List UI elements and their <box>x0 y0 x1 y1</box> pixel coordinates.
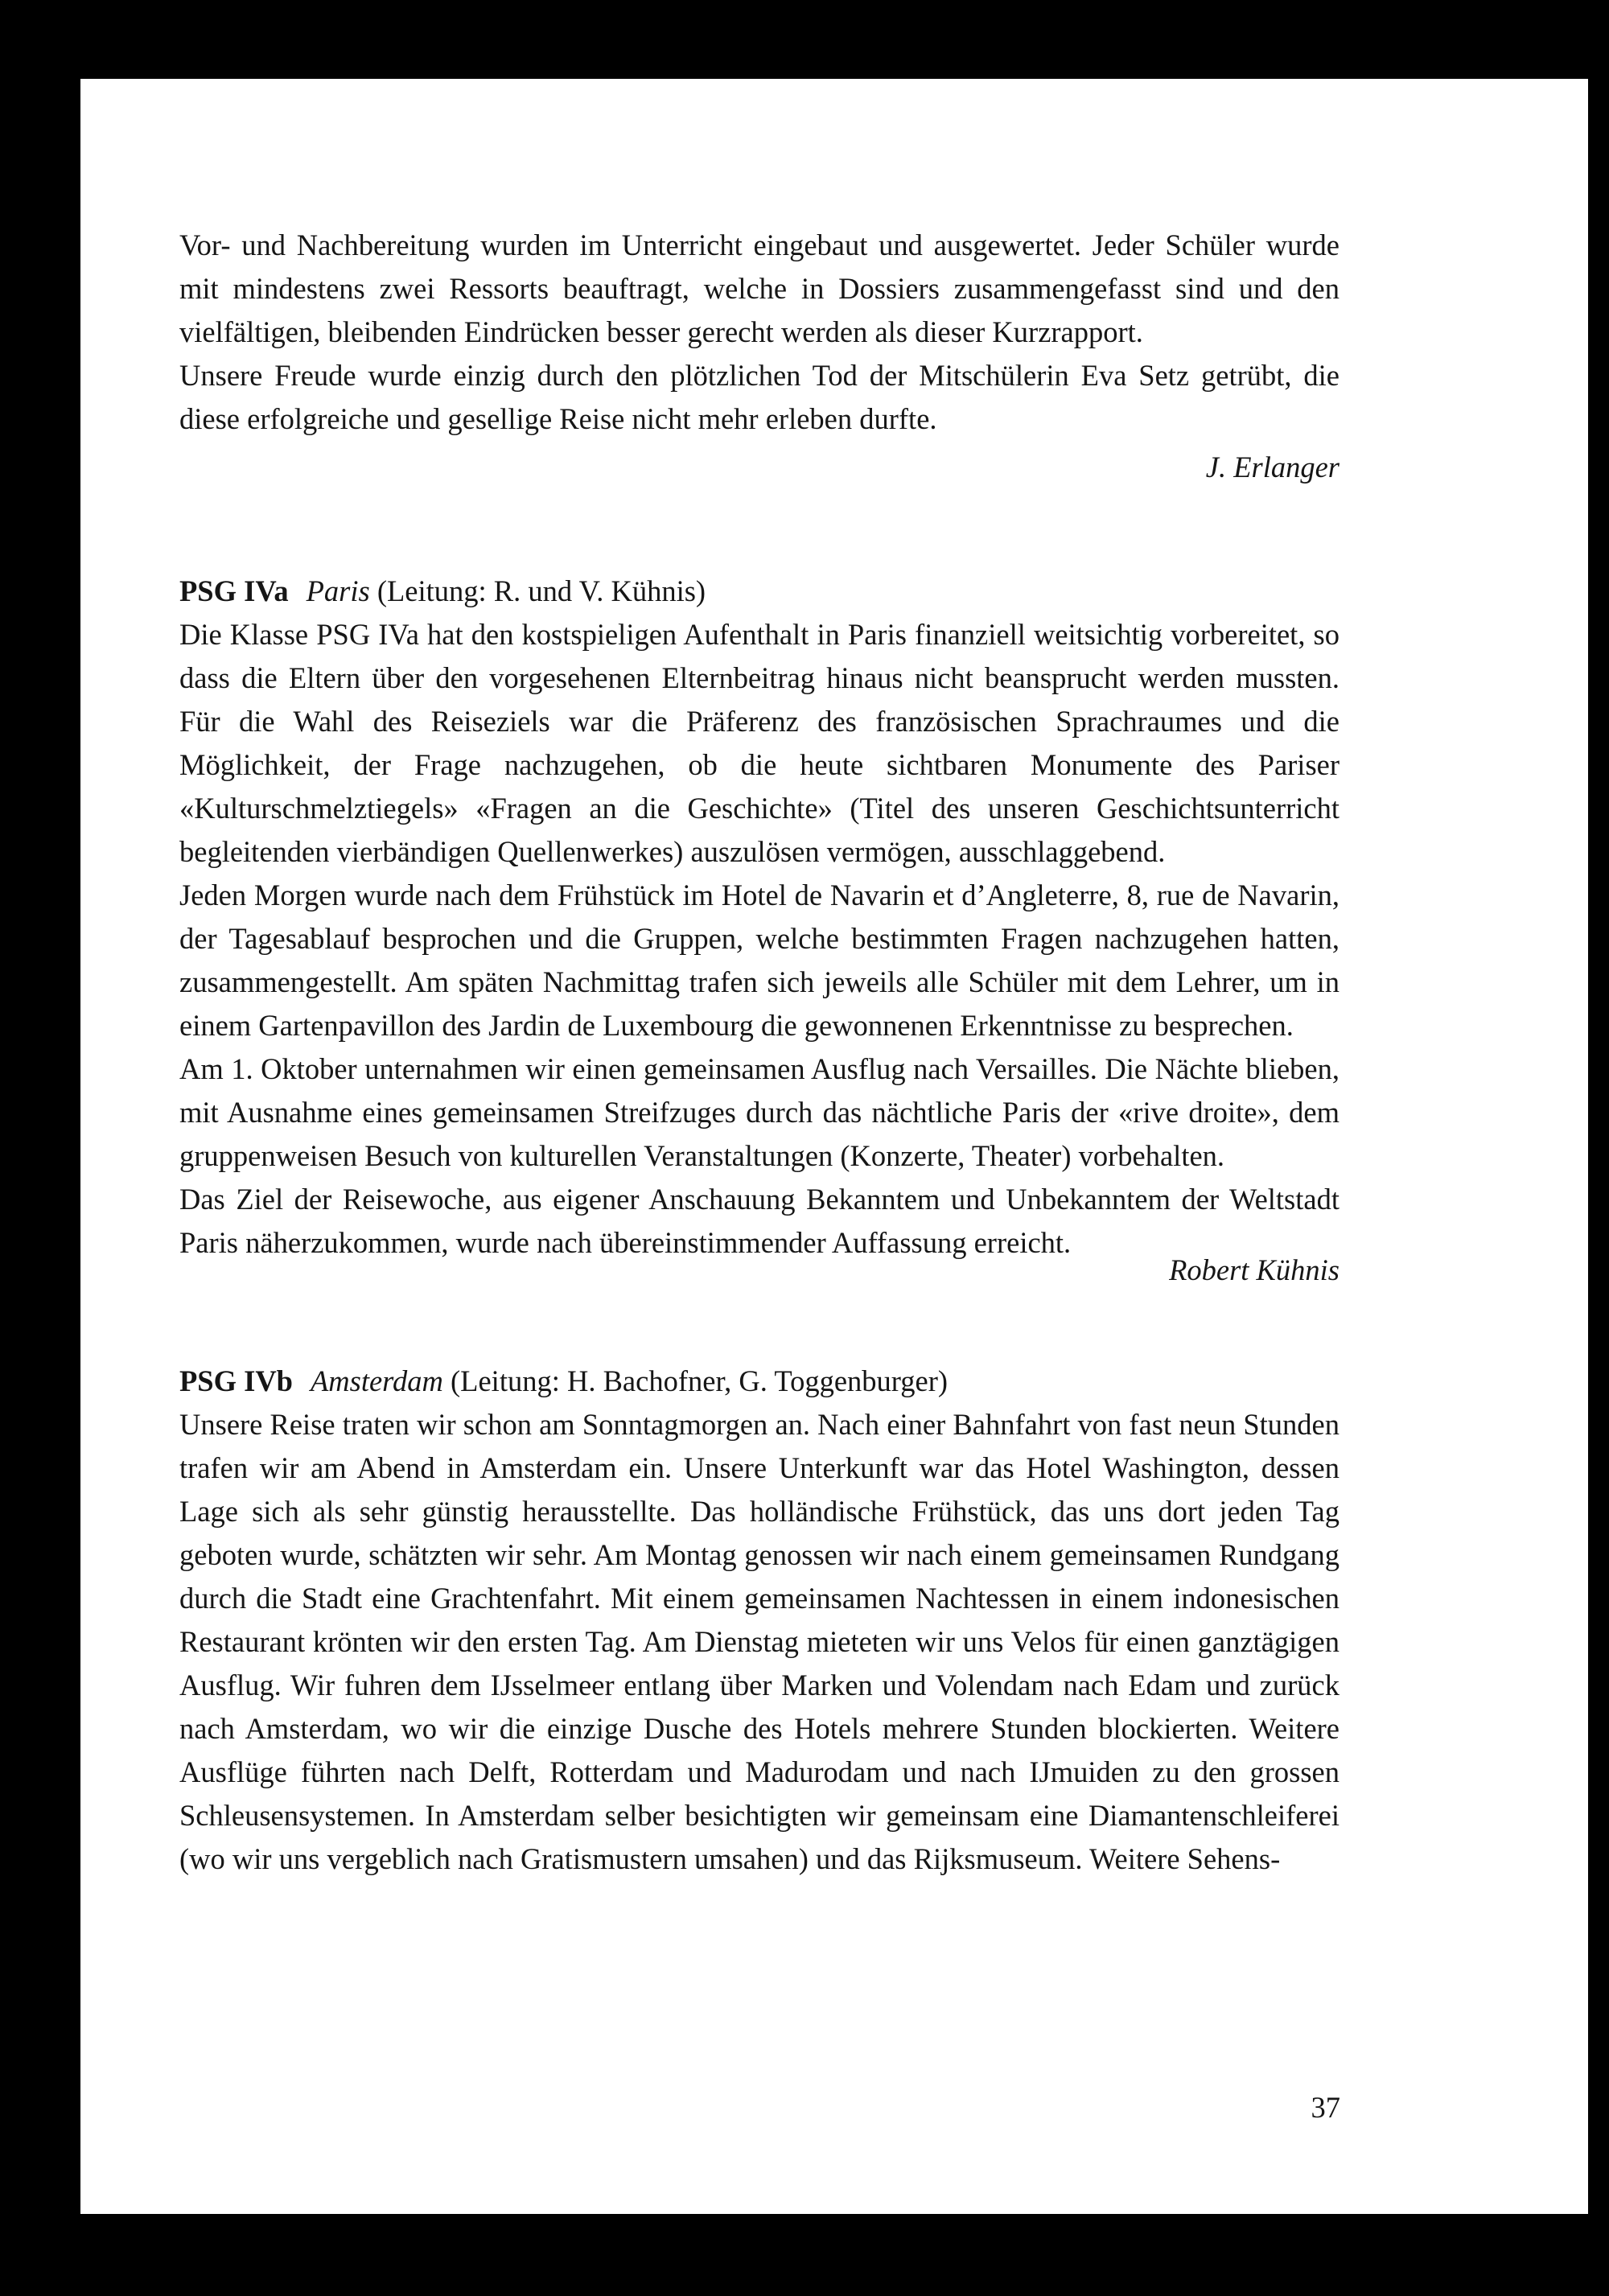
section-heading-amsterdam <box>179 1360 1339 1403</box>
place-label: Paris <box>306 574 370 607</box>
paragraph: Unsere Reise traten wir schon am Sonntagmorgen an. Nach einer Bahnfahrt von fast neun Stunden trafen wir am Abend in Amsterdam ein. Unsere Unterkunft war das Hotel Washington, dessen Lage sich als sehr günstig herausstellte. Das holländische Frühstück, das uns dort jeden Tag geboten wurde, schätzten wir sehr. Am Montag genossen wir nach einem gemeinsamen Rundgang durch die Stadt eine Grachtenfahrt. Mit einem gemeinsamen Nachtessen in einem indonesischen Restaurant krönten wir den ersten Tag. Am Dienstag mieteten wir uns Velos für einen ganztägigen Ausflug. Wir fuhren dem IJsselmeer entlang über Marken und Volendam nach Edam und zurück nach Amsterdam, wo wir die einzige Dusche des Hotels mehrere Stunden blockierten. Weitere Ausflüge führten nach Delft, Rotterdam und Madurodam und nach IJmuiden zu den grossen Schleusensystemen. In Amsterdam selber besichtigten wir gemeinsam eine Diamantenschleiferei (wo wir uns vergeblich nach Gratismustern umsahen) und das Rijksmuseum. Weitere Sehens- <box>179 1408 1339 1875</box>
paragraph: Das Ziel der Reisewoche, aus eigener Anschauung Bekanntem und Unbekanntem der Weltstadt Paris näherzukommen, wurde nach übereinstimmender Auffassung erreicht. <box>179 1183 1339 1259</box>
paragraph: Die Klasse PSG IVa hat den kostspieligen Aufenthalt in Paris finanziell weitsichtig vorbereitet, so dass die Eltern über den vorgesehenen Elternbeitrag hinaus nicht beansprucht werden mussten. Für die Wahl des Reiseziels war die Präferenz des französischen Sprachraumes und die Möglichkeit, der Frage nachzugehen, ob die heute sichtbaren Monumente des Pariser «Kulturschmelztiegels» «Fragen an die Geschichte» (Titel des unseren Geschichtsunterricht begleitenden vierbändigen Quellenwerkes) auszulösen vermögen, ausschlaggebend. <box>179 618 1339 868</box>
signature-erlanger: J. Erlanger <box>1205 451 1339 483</box>
class-label: PSG IVa <box>179 574 289 607</box>
signature-kuehnis: Robert Kühnis <box>1169 1253 1339 1286</box>
leaders-label: (Leitung: R. und V. Kühnis) <box>377 574 706 607</box>
paragraph: Vor- und Nachbereitung wurden im Unterricht eingebaut und ausgewertet. Jeder Schüler wurde mit mindestens zwei Ressorts beauftragt, welche in Dossiers zusammengefasst sind und den vielfältigen, bleibenden Eindrücken besser gerecht werden als dieser Kurzrapport. <box>179 228 1339 348</box>
paragraph: Unsere Freude wurde einzig durch den plötzlichen Tod der Mitschülerin Eva Setz getrübt, die diese erfolgreiche und gesellige Reise nicht mehr erleben durfte. <box>179 359 1339 435</box>
document-body <box>179 224 1339 1881</box>
page-number: 37 <box>1311 2091 1340 2124</box>
leaders-label: (Leitung: H. Bachofner, G. Toggenburger) <box>451 1364 949 1397</box>
paragraph: Jeden Morgen wurde nach dem Frühstück im Hotel de Navarin et d’Angleterre, 8, rue de Navarin, der Tagesablauf besprochen und die Gruppen, welche bestimmten Fragen nachzugehen hatten, zusammengestellt. Am späten Nachmittag trafen sich jeweils alle Schüler mit dem Lehrer, um in einem Gartenpavillon des Jardin de Luxembourg die gewonnenen Erkenntnisse zu besprechen. <box>179 878 1339 1042</box>
place-label: Amsterdam <box>310 1364 443 1397</box>
class-label: PSG IVb <box>179 1364 293 1397</box>
page <box>80 79 1588 2214</box>
paragraph: Am 1. Oktober unternahmen wir einen gemeinsamen Ausflug nach Versailles. Die Nächte blieben, mit Ausnahme eines gemeinsamen Streifzuges durch das nächtliche Paris der «rive droite», dem gruppenweisen Besuch von kulturellen Veranstaltungen (Konzerte, Theater) vorbehalten. <box>179 1052 1339 1172</box>
section-heading-paris <box>179 570 1339 613</box>
